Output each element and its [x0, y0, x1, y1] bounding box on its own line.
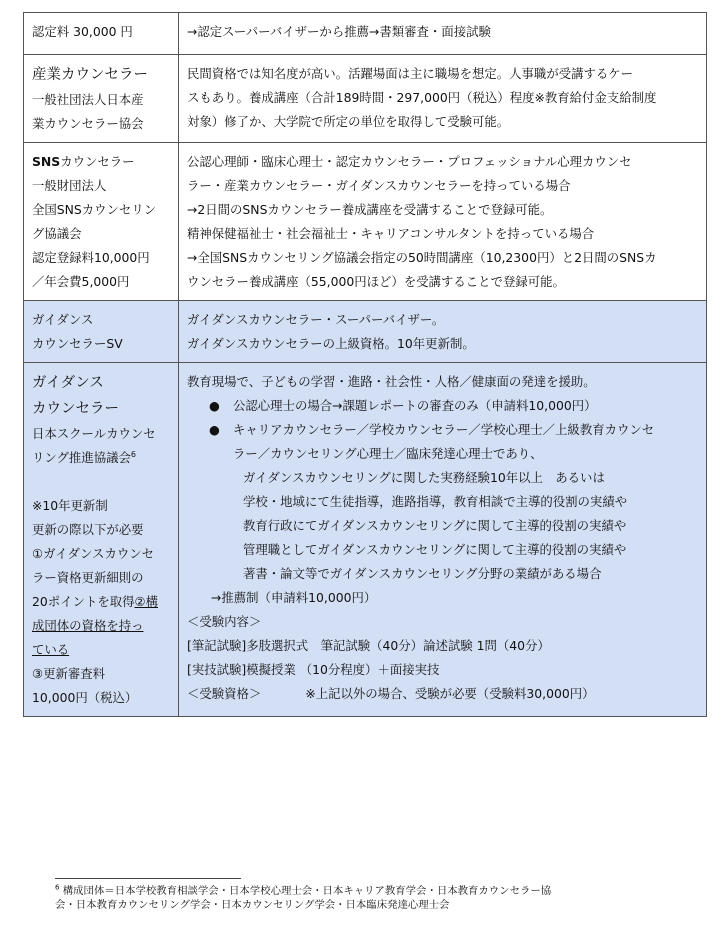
row3-title — [32, 150, 170, 174]
row5-qual-heading: ＜受験資格＞ — [187, 686, 262, 701]
row2-left-cell — [24, 55, 179, 143]
row4-title-line: カウンセラーSV — [32, 336, 123, 351]
row5-note-line: ①ガイダンスカウンセ — [32, 546, 155, 561]
row3-desc-line: 公認心理師・臨床心理士・認定カウンセラー・プロフェッショナル心理カウンセ — [187, 154, 632, 169]
bullet-icon: ● — [209, 398, 220, 413]
row5-note-line: 成団体の資格を持っ — [32, 618, 144, 633]
row5-condition-line: 学校・地域にて生徒指導，進路指導，教育相談で主導的役割の実績や — [243, 494, 628, 509]
row5-exam-line: [実技試験]模擬授業 （10分程度）＋面接実技 — [187, 662, 440, 677]
footnote-mark: 6 — [55, 883, 60, 892]
row4-desc-line: ガイダンスカウンセラーの上級資格。10年更新制。 — [187, 336, 475, 351]
row3-org-line: 一般財団法人 — [32, 178, 107, 193]
row5-note-line: ている — [32, 642, 70, 657]
row3-org-line: グ協議会 — [32, 226, 82, 241]
row3-desc-line: →2日間のSNSカウンセラー養成講座を受講することで登録可能。 — [187, 202, 553, 217]
row4-left-cell — [24, 301, 179, 363]
row1-left-cell — [24, 13, 179, 55]
footnote-divider — [55, 878, 241, 879]
row4-right-cell — [179, 301, 707, 363]
row1-right-cell — [179, 13, 707, 55]
row5-org-text: リング推進協議会 — [32, 450, 131, 465]
row5-note-b: ②構 — [134, 594, 159, 609]
row5-exam-line: [筆記試験]多肢選択式 筆記試験（40分）論述試験 1問（40分） — [187, 638, 550, 653]
row5-note-line: ラー資格更新細則の — [32, 570, 144, 585]
footnote-line — [55, 884, 675, 898]
row2-desc-line: 対象）修了か、大学院で所定の単位を取得して受験可能。 — [187, 114, 510, 129]
row3-right-cell — [179, 143, 707, 301]
row3-desc-line: →全国SNSカウンセリング協議会指定の50時間講座（10,2300円）と2日間のSNSカ — [187, 250, 657, 265]
row2-org-line: 業カウンセラー協会 — [32, 116, 144, 131]
table-row-fee — [24, 13, 707, 55]
row5-condition-line: 管理職としてガイダンスカウンセリングに関して主導的役割の実績や — [243, 542, 627, 557]
row3-title-rest: カウンセラー — [60, 154, 135, 169]
row3-title-bold: SNS — [32, 154, 61, 169]
spacer — [32, 470, 170, 494]
row3-desc-line: 精神保健福祉士・社会福祉士・キャリアコンサルタントを持っている場合 — [187, 226, 595, 241]
table-row-sns-counselor — [24, 143, 707, 301]
table-row-industrial-counselor — [24, 55, 707, 143]
row5-recommend: →推薦制（申請料10,000円） — [211, 590, 377, 605]
row4-title-line: ガイダンス — [32, 312, 94, 327]
row5-intro: 教育現場で、子どもの学習・進路・社会性・人格／健康面の発達を援助。 — [187, 374, 596, 389]
row3-fee-line: 認定登録料10,000円 — [32, 250, 150, 265]
row3-fee-line: ／年会費5,000円 — [32, 274, 130, 289]
row5-org-line — [32, 446, 170, 470]
row5-qual-note: ※上記以外の場合、受験が必要（受験料30,000円） — [305, 686, 595, 701]
row4-desc-line: ガイダンスカウンセラー・スーパーバイザー。 — [187, 312, 445, 327]
row5-condition-line: 著書・論文等でガイダンスカウンセリング分野の業績がある場合 — [243, 566, 602, 581]
row2-right-cell — [179, 55, 707, 143]
row5-org-line: 日本スクールカウンセ — [32, 426, 156, 441]
row1-right-text: →認定スーパーバイザーから推薦→書類審査・面接試験 — [187, 24, 491, 39]
row3-left-cell — [24, 143, 179, 301]
footnote-line: 会・日本教育カウンセリング学会・日本カウンセリング学会・日本臨床発達心理士会 — [55, 899, 450, 911]
table-row-guidance-sv — [24, 301, 707, 363]
row2-title: 産業カウンセラー — [32, 67, 148, 83]
row5-note-line: ③更新審査料 — [32, 666, 106, 681]
row5-bullet-cont: ラー／カウンセリング心理士／臨床発達心理士であり、 — [233, 446, 543, 461]
row5-bullet-text: キャリアカウンセラー／学校カウンセラー／学校心理士／上級教育カウンセ — [233, 422, 655, 437]
row5-bullet-item — [187, 394, 698, 418]
row5-bullet-item — [187, 418, 698, 442]
footnote — [55, 884, 675, 912]
row5-condition-line: 教育行政にてガイダンスカウンセリングに関して主導的役割の実績や — [243, 518, 627, 533]
row5-title-line: カウンセラー — [32, 401, 119, 417]
row5-note-line: ※10年更新制 — [32, 498, 108, 513]
row2-org-line: 一般社団法人日本産 — [32, 92, 144, 107]
footnote-ref: 6 — [130, 449, 136, 459]
table-row-guidance-counselor — [24, 363, 707, 717]
row5-title-line: ガイダンス — [32, 375, 104, 391]
row5-note-line: 更新の際以下が必要 — [32, 522, 144, 537]
row2-desc-line: 民間資格では知名度が高い。活躍場面は主に職場を想定。人事職が受講するケー — [187, 66, 634, 81]
row5-qual-line — [187, 682, 698, 706]
row3-desc-line: ラー・産業カウンセラー・ガイダンスカウンセラーを持っている場合 — [187, 178, 571, 193]
row3-org-line: 全国SNSカウンセリン — [32, 202, 157, 217]
row1-left-text: 認定料 30,000 円 — [32, 24, 133, 39]
bullet-icon: ● — [209, 422, 220, 437]
row5-note-line — [32, 590, 170, 614]
row5-note-a: 20ポイントを取得 — [32, 594, 135, 609]
row5-condition-line: ガイダンスカウンセリングに関した実務経験10年以上 あるいは — [243, 470, 605, 485]
row5-right-cell — [179, 363, 707, 717]
qualification-table — [23, 12, 707, 717]
row2-desc-line: スもあり。養成講座（合計189時間・297,000円（税込）程度※教育給付金支給制度 — [187, 90, 657, 105]
row3-desc-line: ウンセラー養成講座（55,000円ほど）を受講することで登録可能。 — [187, 274, 565, 289]
footnote-text: 構成団体＝日本学校教育相談学会・日本学校心理士会・日本キャリア教育学会・日本教育カウンセラー協 — [62, 885, 552, 897]
row5-left-cell — [24, 363, 179, 717]
row5-exam-heading: ＜受験内容＞ — [187, 614, 262, 629]
row5-note-line: 10,000円（税込） — [32, 690, 138, 705]
row5-bullet-text: 公認心理士の場合→課題レポートの審査のみ（申請料10,000円） — [233, 398, 597, 413]
